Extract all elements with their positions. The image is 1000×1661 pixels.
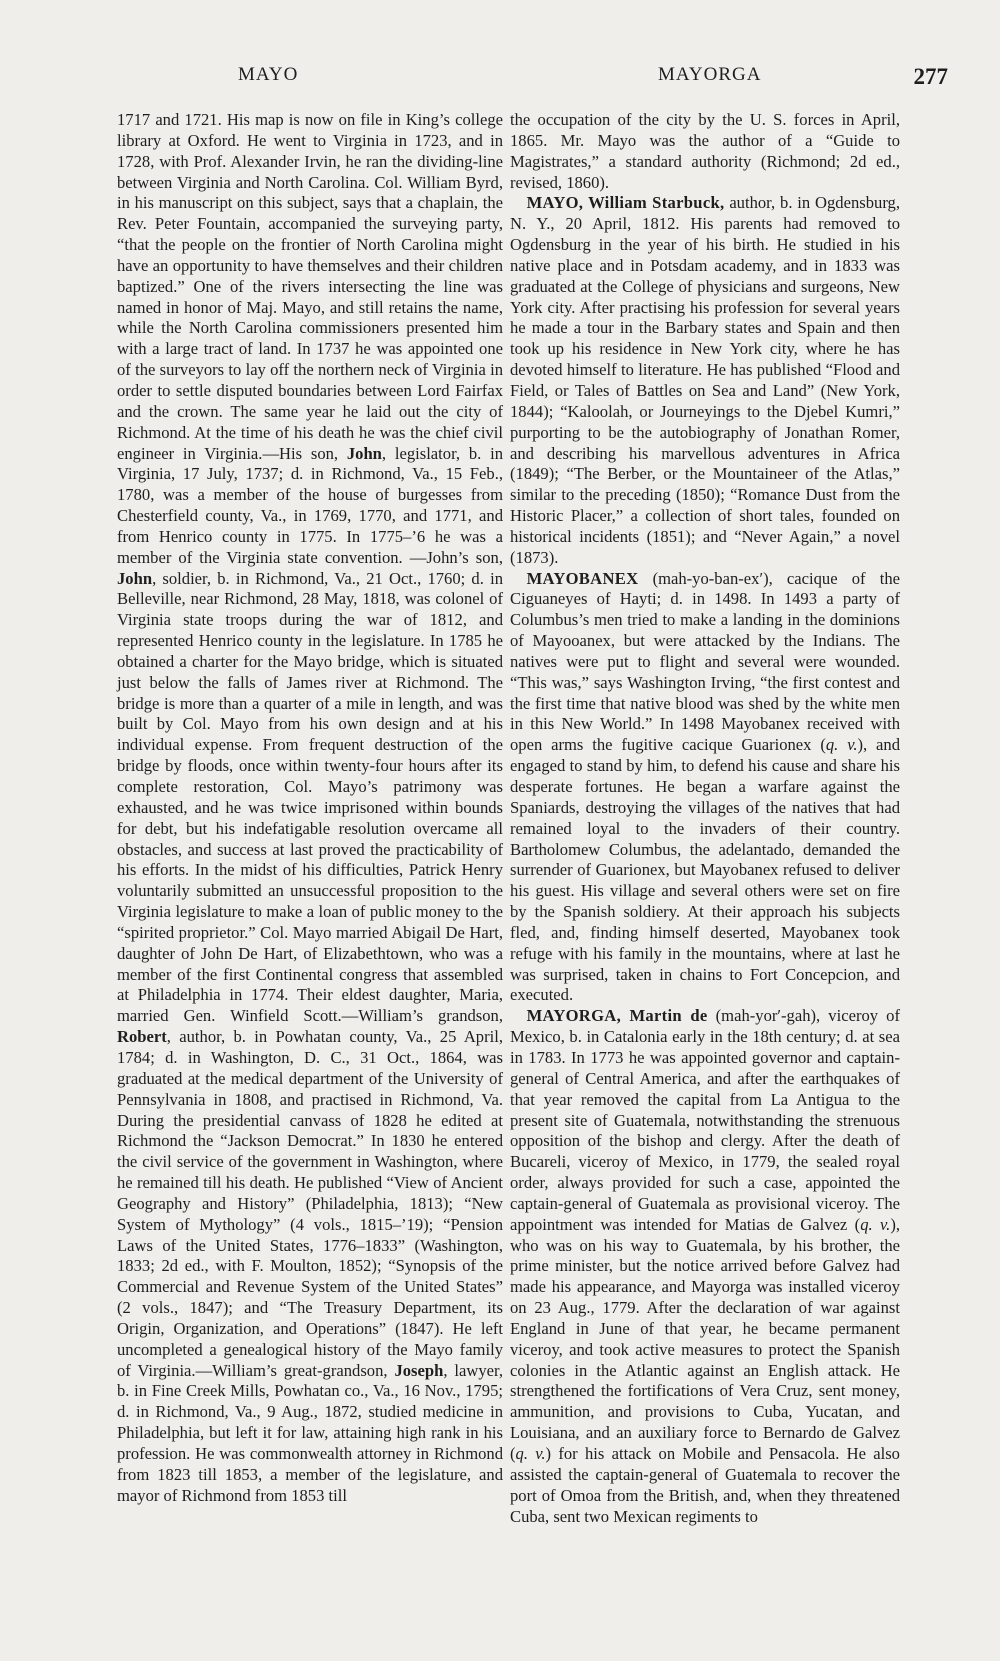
- cross-reference: q. v.: [860, 1214, 891, 1234]
- header-left-guideword: MAYO: [238, 64, 299, 85]
- text-segment: , lawyer, b. in Fine Creek Mills, Powhatan co., Va., 16 Nov., 1795; d. in Richmond, Va., 9 Aug., 1872, studied medicine in Philadelphia, but left it for law, attaining high rank in his profession. He was commonwealth attorney in Richmond from 1823 till 1853, a member of the legislature, and mayor of Richmond from 1853 till: [117, 1360, 503, 1505]
- text-segment: , legislator, b. in Virginia, 17 July, 1737; d. in Richmond, Va., 15 Feb., 1780, was a member of the house of burgesses from Chesterfield county, Va., in 1769, 1770, and 1771, and from Henrico county in 1775. In 1775–’6 he was a member of the Virginia state convention. —John’s son,: [117, 443, 503, 567]
- paragraph-mayo-family: [117, 110, 503, 1507]
- name-robert: Robert: [117, 1027, 167, 1047]
- cross-reference: q. v.: [515, 1444, 546, 1463]
- entry-mayo-william-starbuck: [510, 193, 900, 568]
- entry-headword: MAYO, William Starbuck,: [526, 193, 725, 213]
- entry-mayorga-martin: [510, 1006, 900, 1527]
- entry-mayobanex: [510, 569, 900, 1007]
- paragraph-continuation: the occupation of the city by the U. S. forces in April, 1865. Mr. Mayo was the author of a “Guide to Magistrates,” a standard authority (Richmond; 2d ed., revised, 1860).: [510, 110, 900, 192]
- entry-text: (mah-yor′-gah), viceroy of Mexico, b. in Catalonia early in the 18th century; d. at sea in 1783. In 1773 he was appointed governor and captain-general of Central America, and after the earthquakes of that year removed the capital from La Antigua to the present site of Guatemala, notwithstanding the strenuous opposition of the bishop and clergy. After the death of Bucareli, viceroy of Mexico, in 1779, the sealed royal order, always provided for such a case, appointed the captain-general of Guatemala as provisional viceroy. The appointment was intended for Matias de Galvez (: [510, 1006, 900, 1234]
- text-segment: , soldier, b. in Richmond, Va., 21 Oct., 1760; d. in Belleville, near Richmond, 28 May, 1818, was colonel of Virginia state troops during the war of 1812, and represented Henrico county in the legislature. In 1785 he obtained a charter for the Mayo bridge, which is situated just below the falls of James river at Richmond. The bridge is more than a quarter of a mile in length, and was built by Col. Mayo from his own design and at his individual expense. From frequent destruction of the bridge by floods, once within twenty-four hours after its complete restoration, Col. Mayo’s patrimony was exhausted, and he was twice imprisoned within bounds for debt, but his indefatigable resolution overcame all obstacles, and success at last proved the practicability of his efforts. In the midst of his difficulties, Patrick Henry voluntarily submitted an unsuccessful proposition to the Virginia legislature to make a loan of public money to the “spirited proprietor.” Col. Mayo married Abigail De Hart, daughter of John De Hart, of Elizabethtown, who was a member of the first Continental congress that assembled at Philadelphia in 1774. Their eldest daughter, Maria, married Gen. Winfield Scott.—William’s grandson,: [117, 568, 503, 1026]
- text-segment: 1717 and 1721. His map is now on file in King’s college library at Oxford. He went to Virginia in 1723, and in 1728, with Prof. Alexander Irvin, he ran the dividing-line between Virginia and North Carolina. Col. William Byrd, in his manuscript on this subject, says that a chaplain, the Rev. Peter Fountain, accompanied the surveying party, “that the people on the frontier of North Carolina might have an opportunity to have themselves and their children baptized.” One of the rivers intersecting the line was named in honor of Maj. Mayo, and still retains the name, while the North Carolina commissioners presented him with a large tract of land. In 1737 he was appointed one of the surveyors to lay off the northern neck of Virginia in order to settle disputed boundaries between Lord Fairfax and the crown. The same year he laid out the city of Richmond. At the time of his death he was the chief civil engineer in Virginia.—His son,: [117, 110, 503, 463]
- page-number: 277: [913, 64, 948, 89]
- entry-text: ), who was on his way to Guatemala, by his brother, the prime minister, but the notice arrived before Galvez had made his appearance, and Mayorga was installed viceroy on 23 Aug., 1779. After the declaration of war against England in June of that year, he became permanent viceroy, and took active measures to protect the Spanish colonies in the Atlantic against an English attack. He strengthened the fortifications of Vera Cruz, sent money, ammunition, and provisions to Cuba, Yucatan, and Louisiana, and an auxiliary force to Bernardo de Galvez (: [510, 1214, 900, 1463]
- left-column: [117, 110, 503, 1507]
- name-joseph: Joseph: [394, 1360, 444, 1380]
- right-column: [510, 110, 900, 1527]
- name-john-legislator: John: [346, 443, 382, 463]
- entry-text: ), and engaged to stand by him, to defend his cause and share his desperate fortunes. He began a warfare against the Spaniards, destroying the villages of the natives that had remained loyal to the invaders of their country. Bartholomew Columbus, the adelantado, demanded the surrender of Guarionex, but Mayobanex refused to deliver his guest. His village and several others were set on fire by the Spanish soldiery. At their approach his subjects fled, and, finding himself deserted, Mayobanex took refuge with his family in the mountains, where at last he was surprised, taken in chains to Fort Concepcion, and executed.: [510, 735, 900, 1005]
- running-header: [118, 64, 948, 94]
- name-john-soldier: John: [117, 568, 153, 588]
- entry-text: ) for his attack on Mobile and Pensacola. He also assisted the captain-general of Guatemala to recover the port of Omoa from the British, and, when they threatened Cuba, sent two Mexican regiments to: [510, 1444, 900, 1526]
- entry-headword: MAYOBANEX: [526, 568, 639, 588]
- entry-text: (mah-yo-ban-ex′), cacique of the Ciguaneyes of Hayti; d. in 1498. In 1493 a party of Columbus’s men tried to make a landing in the dominions of Mayooanex, but were attacked by the Indians. The natives were put to flight and several were wounded. “This was,” says Washington Irving, “the first contest and the first time that native blood was shed by the white men in this New World.” In 1498 Mayobanex received with open arms the fugitive cacique Guarionex (: [510, 568, 900, 755]
- cross-reference: q. v.: [825, 735, 858, 755]
- entry-headword: MAYORGA, Martin de: [526, 1006, 708, 1026]
- text-segment: , author, b. in Powhatan county, Va., 25 April, 1784; d. in Washington, D. C., 31 Oct., 1864, was graduated at the medical department of the University of Pennsylvania in 1808, and practised in Richmond, Va. During the presidential canvass of 1828 he edited at Richmond the “Jackson Democrat.” In 1830 he entered the civil service of the government in Washington, where he remained till his death. He published “View of Ancient Geography and History” (Philadelphia, 1813); “New System of Mythology” (4 vols., 1815–’19); “Pension Laws of the United States, 1776–1833” (Washington, 1833; 2d ed., with F. Moulton, 1852); “Synopsis of the Commercial and Revenue System of the United States” (2 vols., 1847); and “The Treasury Department, its Origin, Organization, and Operations” (1847). He left uncompleted a genealogical history of the Mayo family of Virginia.—William’s great-grandson,: [117, 1027, 503, 1380]
- entry-text: author, b. in Ogdensburg, N. Y., 20 April, 1812. His parents had removed to Ogdensburg in the year of his birth. He studied in his native place and in Potsdam academy, and in 1833 was graduated at the College of physicians and surgeons, New York city. After practising his profession for several years he made a tour in the Barbary states and Spain and then took up his residence in New York city, where he has devoted himself to literature. He has published “Flood and Field, or Tales of Battles on Sea and Land” (New York, 1844); “Kaloolah, or Journeyings to the Djebel Kumri,” purporting to be the autobiography of Jonathan Romer, and describing his marvellous adventures in Africa (1849); “The Berber, or the Mountaineer of the Atlas,” similar to the preceding (1850); “Romance Dust from the Historic Placer,” a collection of short tales, founded on historical incidents (1851); and “Never Again,” a novel (1873).: [510, 193, 900, 567]
- header-right-guideword: MAYORGA: [658, 64, 762, 85]
